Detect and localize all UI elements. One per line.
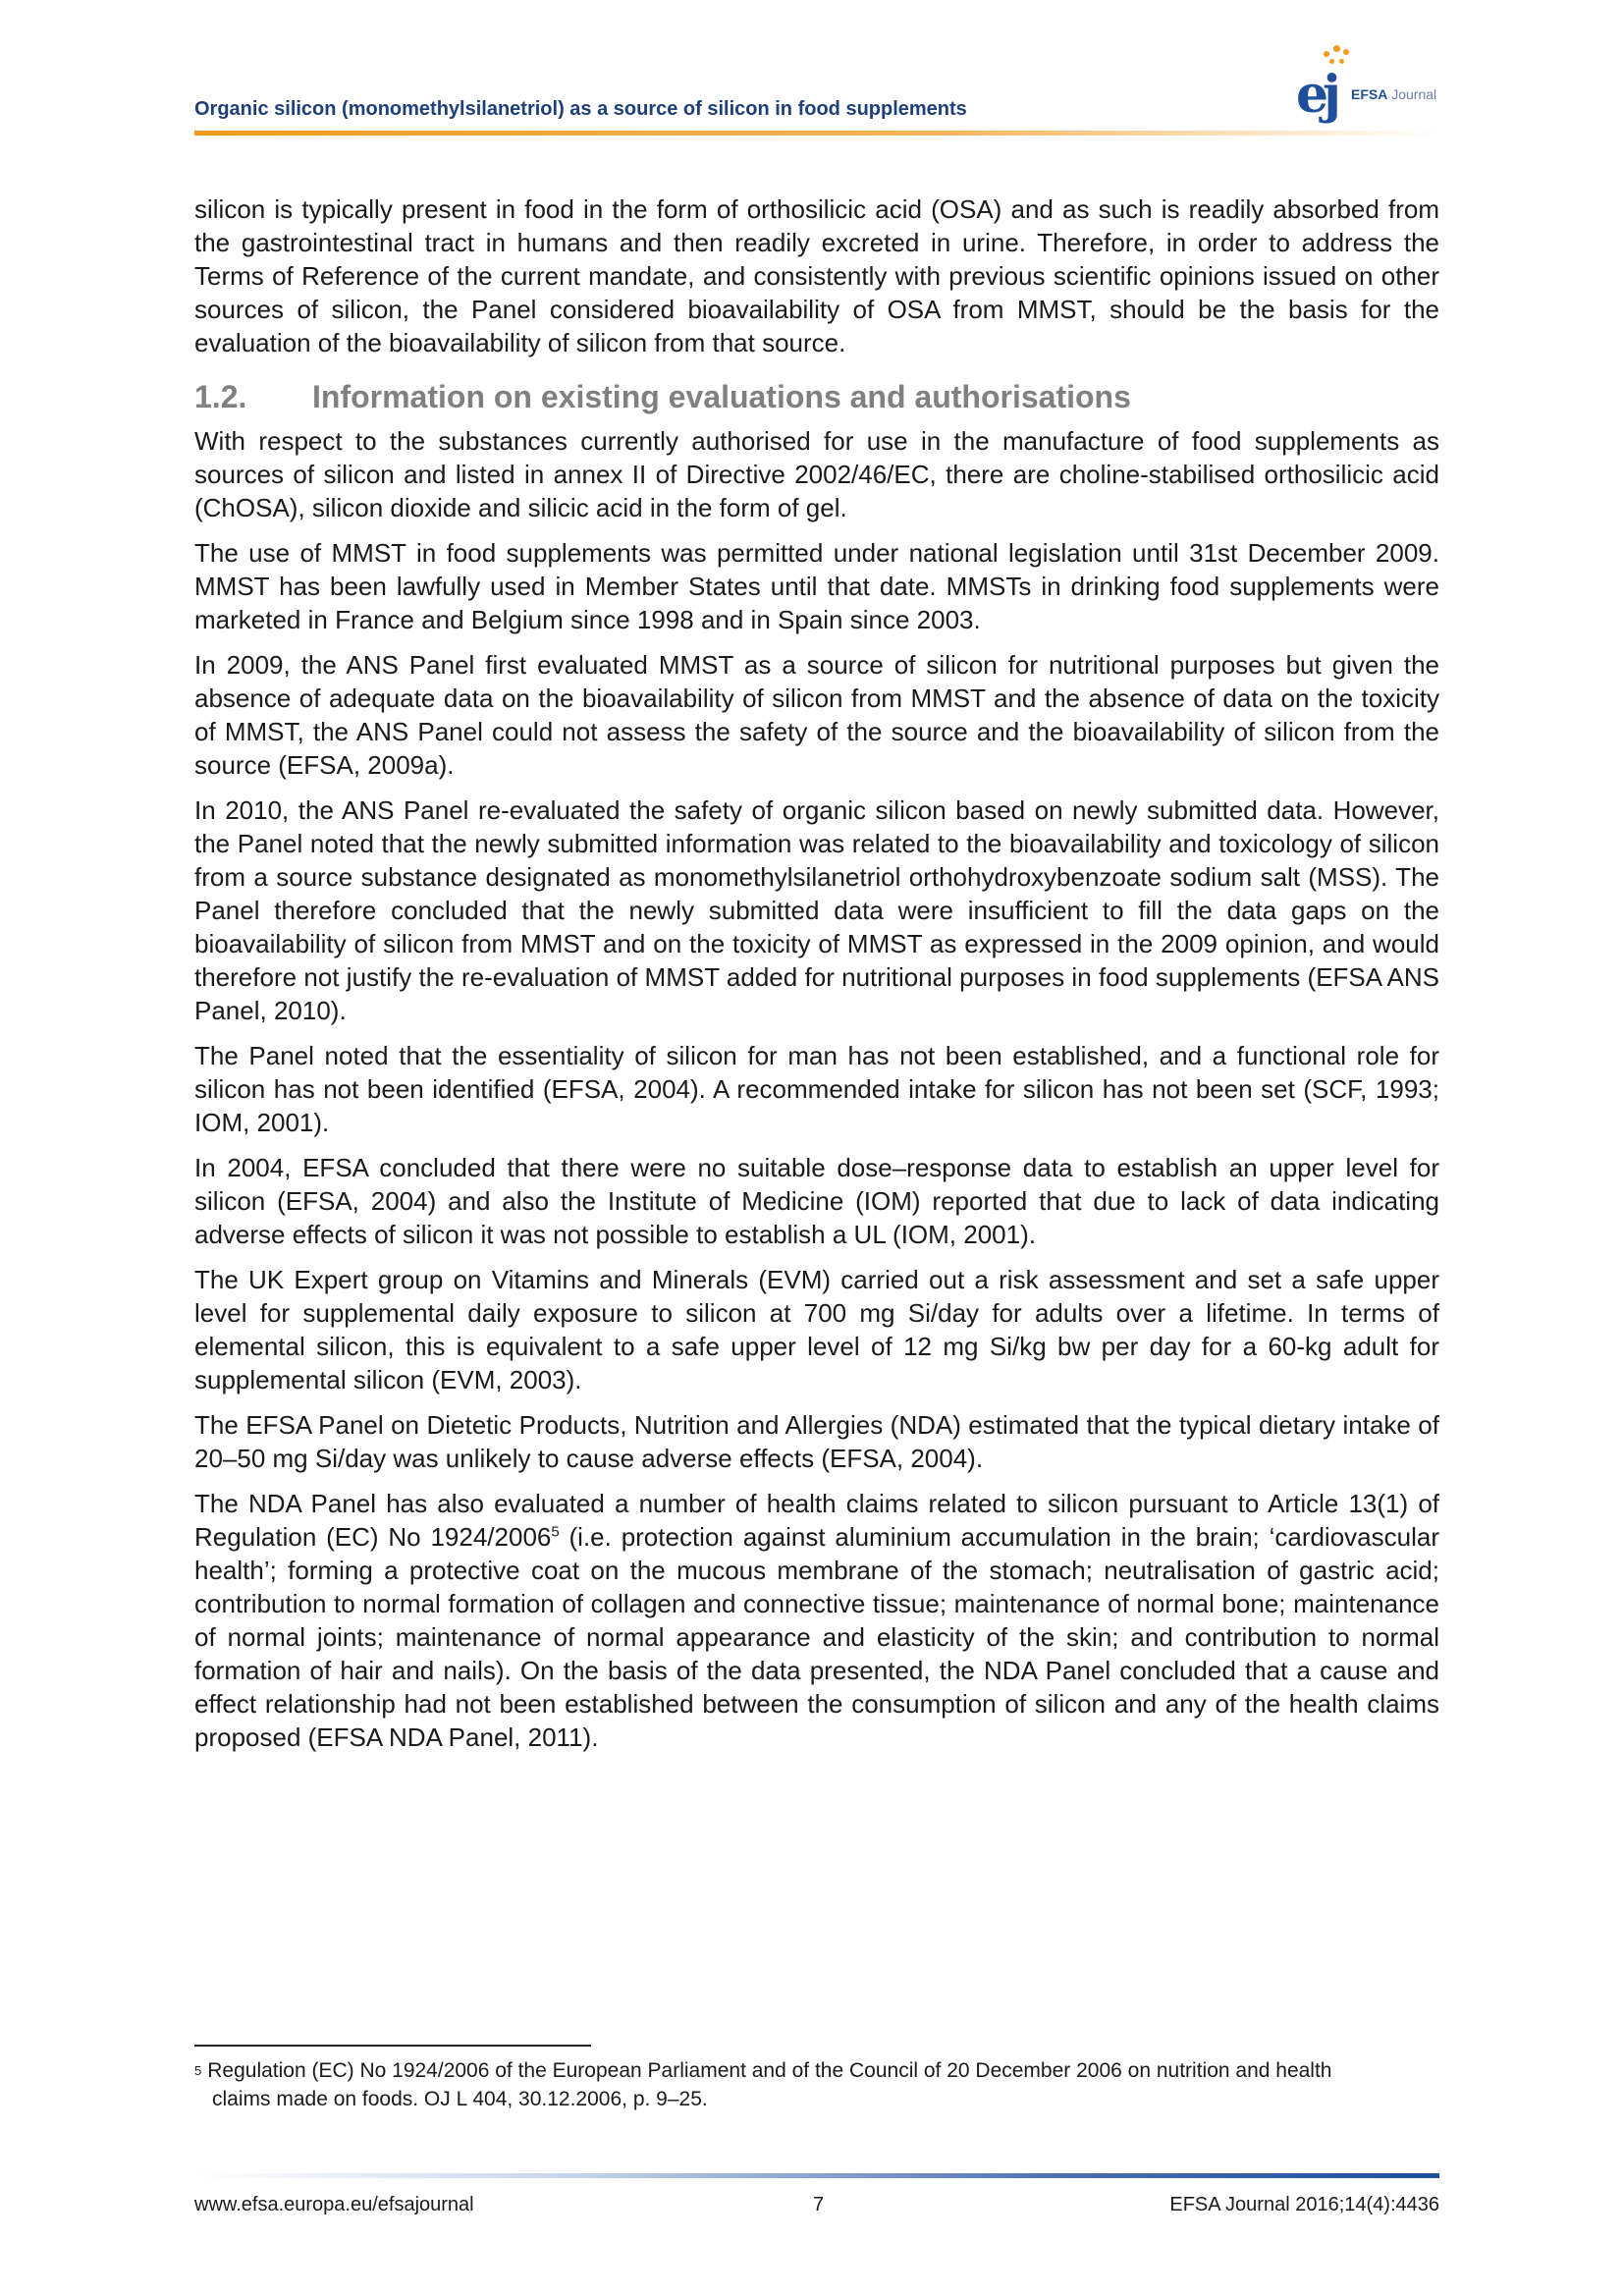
footnote-reference[interactable]: 5 [551, 1523, 560, 1541]
logo-dot [1343, 49, 1349, 55]
main-content [194, 192, 1439, 1766]
efsa-journal-logo [1296, 37, 1453, 126]
paragraph-text: The NDA Panel has also evaluated a number of health claims related to silicon pursuant to Article 13(1) of Regulation (EC) No 1924/2006 [194, 1489, 1439, 1552]
paragraph: In 2009, the ANS Panel first evaluated MMST as a source of silicon for nutritional purposes but given the absence of adequate data on the bioavailability of silicon from MMST and the absence of data on the toxicity of MMST, the ANS Panel could not assess the safety of the source and the bioavailability of silicon from the source (EFSA, 2009a). [194, 650, 1439, 780]
logo-brand: EFSA [1351, 86, 1388, 102]
footnote-text: Regulation (EC) No 1924/2006 of the European Parliament and of the Council of 20 December 2006 on nutrition and health [207, 2059, 1332, 2082]
paragraph: In 2004, EFSA concluded that there were no suitable dose–response data to establish an upper level for silicon (EFSA, 2004) and also the Institute of Medicine (IOM) reported that due to lack of data indicating adverse effects of silicon it was not possible to establish a UL (IOM, 2001). [194, 1153, 1439, 1249]
footnote [194, 2056, 1439, 2113]
footnote-separator [194, 2045, 591, 2047]
footnote-marker: 5 [194, 2063, 202, 2078]
paragraph: The EFSA Panel on Dietetic Products, Nutrition and Allergies (NDA) estimated that the typical dietary intake of 20–50 mg Si/day was unlikely to cause adverse effects (EFSA, 2004). [194, 1410, 1439, 1473]
running-title: Organic silicon (monomethylsilanetriol) as a source of silicon in food supplements [194, 98, 967, 120]
logo-dot [1324, 51, 1329, 57]
footer-rule [194, 2173, 1439, 2178]
page-number: 7 [813, 2194, 825, 2215]
footer-url[interactable]: www.efsa.europa.eu/efsajournal [194, 2194, 474, 2215]
logo-text [1351, 86, 1436, 102]
paragraph: The Panel noted that the essentiality of silicon for man has not been established, and a functional role for silicon has not been identified (EFSA, 2004). A recommended intake for silicon has not been set (SCF, 1993; IOM, 2001). [194, 1041, 1439, 1137]
logo-word: Journal [1391, 86, 1437, 102]
paragraph [194, 1487, 1439, 1754]
journal-citation: EFSA Journal 2016;14(4):4436 [1169, 2194, 1439, 2215]
section-title: Information on existing evaluations and authorisations [312, 379, 1131, 414]
section-number: 1.2. [194, 379, 247, 414]
paragraph: In 2010, the ANS Panel re-evaluated the safety of organic silicon based on newly submitted data. However, the Panel noted that the newly submitted information was related to the bioavailability and toxicology of silicon from a source substance designated as monomethylsilanetriol orthohydroxybenzoate sodium salt (MSS). The Panel therefore concluded that the newly submitted data were insufficient to fill the data gaps on the bioavailability of silicon from MMST and on the toxicity of MMST as expressed in the 2009 opinion, and would therefore not justify the re-evaluation of MMST added for nutritional purposes in food supplements (EFSA ANS Panel, 2010). [194, 795, 1439, 1025]
logo-dot [1339, 59, 1344, 64]
logo-mark: ej [1296, 65, 1335, 125]
footnote-line [194, 2056, 1439, 2085]
paragraph: The UK Expert group on Vitamins and Minerals (EVM) carried out a risk assessment and set a safe upper level for supplemental daily exposure to silicon at 700 mg Si/day for adults over a lifetime. In terms of elemental silicon, this is equivalent to a safe upper level of 12 mg Si/kg bw per day for a 60-kg adult for supplemental silicon (EVM, 2003). [194, 1265, 1439, 1394]
paragraph: silicon is typically present in food in the form of orthosilicic acid (OSA) and as such is readily absorbed from the gastrointestinal tract in humans and then readily excreted in urine. Therefore, in order to address the Terms of Reference of the current mandate, and consistently with previous scientific opinions issued on other sources of silicon, the Panel considered bioavailability of OSA from MMST, should be the basis for the evaluation of the bioavailability of silicon from that source. [194, 194, 1439, 357]
paragraph: With respect to the substances currently authorised for use in the manufacture of food supplements as sources of silicon and listed in annex II of Directive 2002/46/EC, there are choline-stabilised orthosilicic acid (ChOSA), silicon dioxide and silicic acid in the form of gel. [194, 426, 1439, 522]
header-rule [194, 131, 1439, 136]
footnote-line: claims made on foods. OJ L 404, 30.12.2006, p. 9–25. [212, 2088, 708, 2110]
paragraph: The use of MMST in food supplements was permitted under national legislation until 31st December 2009. MMST has been lawfully used in Member States until that date. MMSTs in drinking food supplements were marketed in France and Belgium since 1998 and in Spain since 2003. [194, 538, 1439, 634]
logo-dot [1333, 45, 1340, 52]
section-heading [194, 377, 1439, 416]
paragraph-text: (i.e. protection against aluminium accumulation in the brain; ‘cardiovascular health’; forming a protective coat on the mucous membrane of the stomach; neutralisation of gastric acid; contribution to normal formation of collagen and connective tissue; maintenance of normal bone; maintenance of normal joints; maintenance of normal appearance and elasticity of the skin; and contribution to normal formation of hair and nails). On the basis of the data presented, the NDA Panel concluded that a cause and effect relationship had not been established between the consumption of silicon and any of the health claims proposed (EFSA NDA Panel, 2011). [194, 1522, 1439, 1752]
logo-dot [1329, 59, 1334, 64]
